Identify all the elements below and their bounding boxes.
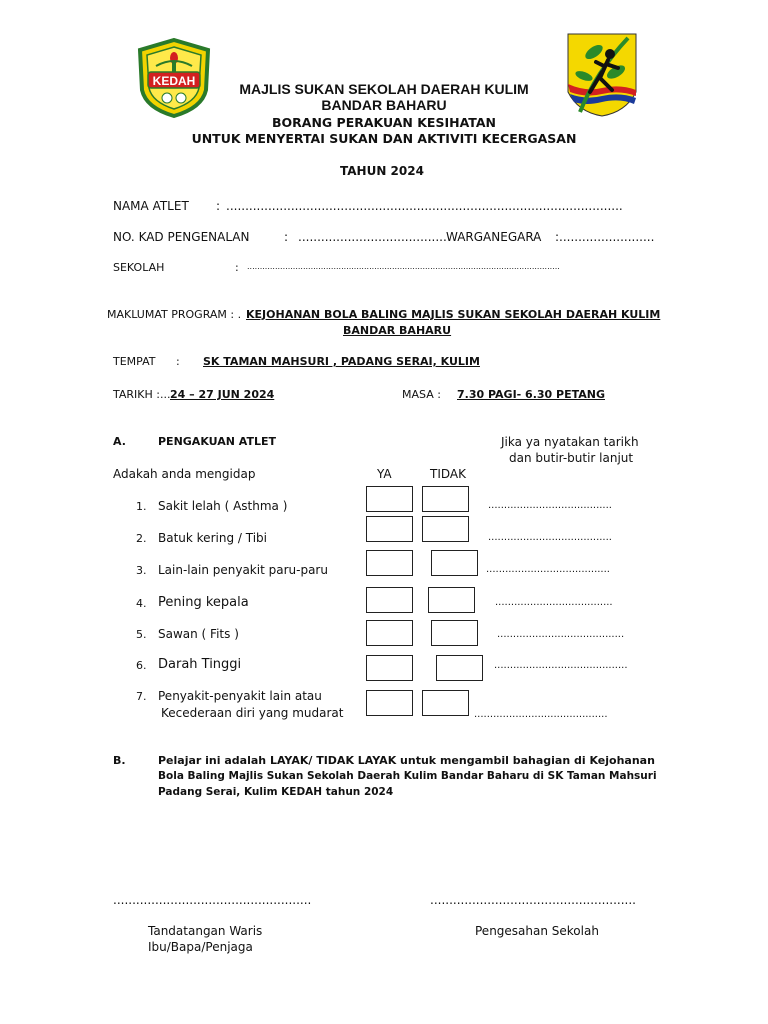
nama-colon: : bbox=[216, 199, 221, 213]
nama-field[interactable]: ........................................................................................................ bbox=[226, 199, 623, 213]
form-year: TAHUN 2024 bbox=[340, 164, 424, 178]
tarikh-value: 24 – 27 JUN 2024 bbox=[170, 388, 275, 401]
item-label: Darah Tinggi bbox=[158, 657, 242, 672]
ya-checkbox-2[interactable] bbox=[366, 516, 413, 542]
item-details-field[interactable]: ........................................ bbox=[497, 629, 625, 640]
item-details-field[interactable]: ..................................... bbox=[495, 597, 613, 608]
ya-checkbox-7[interactable] bbox=[366, 690, 413, 716]
section-a-note-line2: dan butir-butir lanjut bbox=[509, 451, 634, 465]
tempat-label: TEMPAT bbox=[113, 355, 156, 368]
warganegara-field[interactable]: :......................... bbox=[555, 230, 655, 244]
tidak-checkbox-5[interactable] bbox=[431, 620, 478, 646]
ya-checkbox-1[interactable] bbox=[366, 486, 413, 512]
item-label: Penyakit-penyakit lain atau bbox=[158, 689, 322, 703]
section-a-title: PENGAKUAN ATLET bbox=[158, 435, 276, 448]
column-tidak: TIDAK bbox=[430, 467, 466, 481]
program-value-line2: BANDAR BAHARU bbox=[343, 324, 452, 337]
guardian-signature-line[interactable]: .................................................... bbox=[113, 893, 312, 907]
item-details-field[interactable]: .......................................... bbox=[474, 709, 608, 720]
header-organisation: MAJLIS SUKAN SEKOLAH DAERAH KULIM bbox=[239, 81, 529, 97]
tidak-checkbox-1[interactable] bbox=[422, 486, 469, 512]
ya-checkbox-6[interactable] bbox=[366, 655, 413, 681]
masa-label: MASA : bbox=[402, 388, 441, 401]
item-label: Sakit lelah ( Asthma ) bbox=[158, 499, 288, 513]
form-subtitle: UNTUK MENYERTAI SUKAN DAN AKTIVITI KECERGASAN bbox=[191, 131, 577, 146]
guardian-signature-label-2: Ibu/Bapa/Penjaga bbox=[148, 940, 253, 954]
program-label: MAKLUMAT PROGRAM : . bbox=[107, 308, 242, 321]
item-label: Lain-lain penyakit paru-paru bbox=[158, 563, 328, 577]
item-number: 3. bbox=[136, 564, 147, 577]
sekolah-field[interactable]: ........................................................................................................................... bbox=[247, 262, 560, 271]
kp-label: NO. KAD PENGENALAN bbox=[113, 230, 250, 244]
item-number: 7. bbox=[136, 690, 147, 703]
item-label: Batuk kering / Tibi bbox=[158, 531, 267, 545]
sekolah-colon: : bbox=[235, 261, 239, 274]
guardian-signature-label: Tandatangan Waris bbox=[148, 924, 263, 938]
tidak-checkbox-6[interactable] bbox=[436, 655, 483, 681]
form-title: BORANG PERAKUAN KESIHATAN bbox=[272, 115, 496, 130]
column-ya: YA bbox=[377, 467, 392, 481]
ya-checkbox-3[interactable] bbox=[366, 550, 413, 576]
section-b-letter: B. bbox=[113, 754, 126, 767]
masa-value: 7.30 PAGI- 6.30 PETANG bbox=[457, 388, 605, 401]
tidak-checkbox-2[interactable] bbox=[422, 516, 469, 542]
warganegara-label: WARGANEGARA bbox=[446, 230, 542, 244]
ya-checkbox-4[interactable] bbox=[366, 587, 413, 613]
item-number: 5. bbox=[136, 628, 147, 641]
kp-colon: : bbox=[284, 230, 289, 244]
ya-checkbox-5[interactable] bbox=[366, 620, 413, 646]
section-a-note-line1: Jika ya nyatakan tarikh bbox=[501, 435, 639, 449]
kp-field[interactable]: ....................................... bbox=[298, 230, 447, 244]
item-details-field[interactable]: ....................................... bbox=[486, 564, 610, 575]
item-number: 6. bbox=[136, 659, 147, 672]
section-a-question: Adakah anda mengidap bbox=[113, 467, 256, 481]
item-label-continued: Kecederaan diri yang mudarat bbox=[161, 706, 344, 720]
tidak-checkbox-4[interactable] bbox=[428, 587, 475, 613]
item-number: 2. bbox=[136, 532, 147, 545]
item-details-field[interactable]: .......................................... bbox=[494, 660, 628, 671]
item-number: 1. bbox=[136, 500, 147, 513]
tidak-checkbox-7[interactable] bbox=[422, 690, 469, 716]
section-a-letter: A. bbox=[113, 435, 126, 448]
section-b-line1: Pelajar ini adalah LAYAK/ TIDAK LAYAK untuk mengambil bahagian di Kejohanan bbox=[158, 754, 655, 767]
school-signature-label: Pengesahan Sekolah bbox=[475, 924, 599, 938]
item-details-field[interactable]: ....................................... bbox=[488, 532, 612, 543]
tidak-checkbox-3[interactable] bbox=[431, 550, 478, 576]
tempat-colon: : bbox=[176, 355, 180, 368]
tarikh-label: TARIKH :... bbox=[113, 388, 171, 401]
item-label: Sawan ( Fits ) bbox=[158, 627, 239, 641]
header-district: BANDAR BAHARU bbox=[321, 97, 447, 113]
item-details-field[interactable]: ....................................... bbox=[488, 500, 612, 511]
section-b-line2: Bola Baling Majlis Sukan Sekolah Daerah Kulim Bandar Baharu di SK Taman Mahsuri bbox=[158, 770, 657, 782]
tempat-value: SK TAMAN MAHSURI , PADANG SERAI, KULIM bbox=[203, 355, 480, 368]
program-value-line1: KEJOHANAN BOLA BALING MAJLIS SUKAN SEKOLAH DAERAH KULIM bbox=[246, 308, 661, 321]
school-signature-line[interactable]: ...................................................... bbox=[430, 893, 636, 907]
section-b-line3: Padang Serai, Kulim KEDAH tahun 2024 bbox=[158, 786, 394, 798]
sekolah-label: SEKOLAH bbox=[113, 261, 165, 274]
nama-label: NAMA ATLET bbox=[113, 199, 189, 213]
item-number: 4. bbox=[136, 597, 147, 610]
svg-text:KEDAH: KEDAH bbox=[152, 74, 196, 88]
item-label: Pening kepala bbox=[158, 595, 249, 610]
